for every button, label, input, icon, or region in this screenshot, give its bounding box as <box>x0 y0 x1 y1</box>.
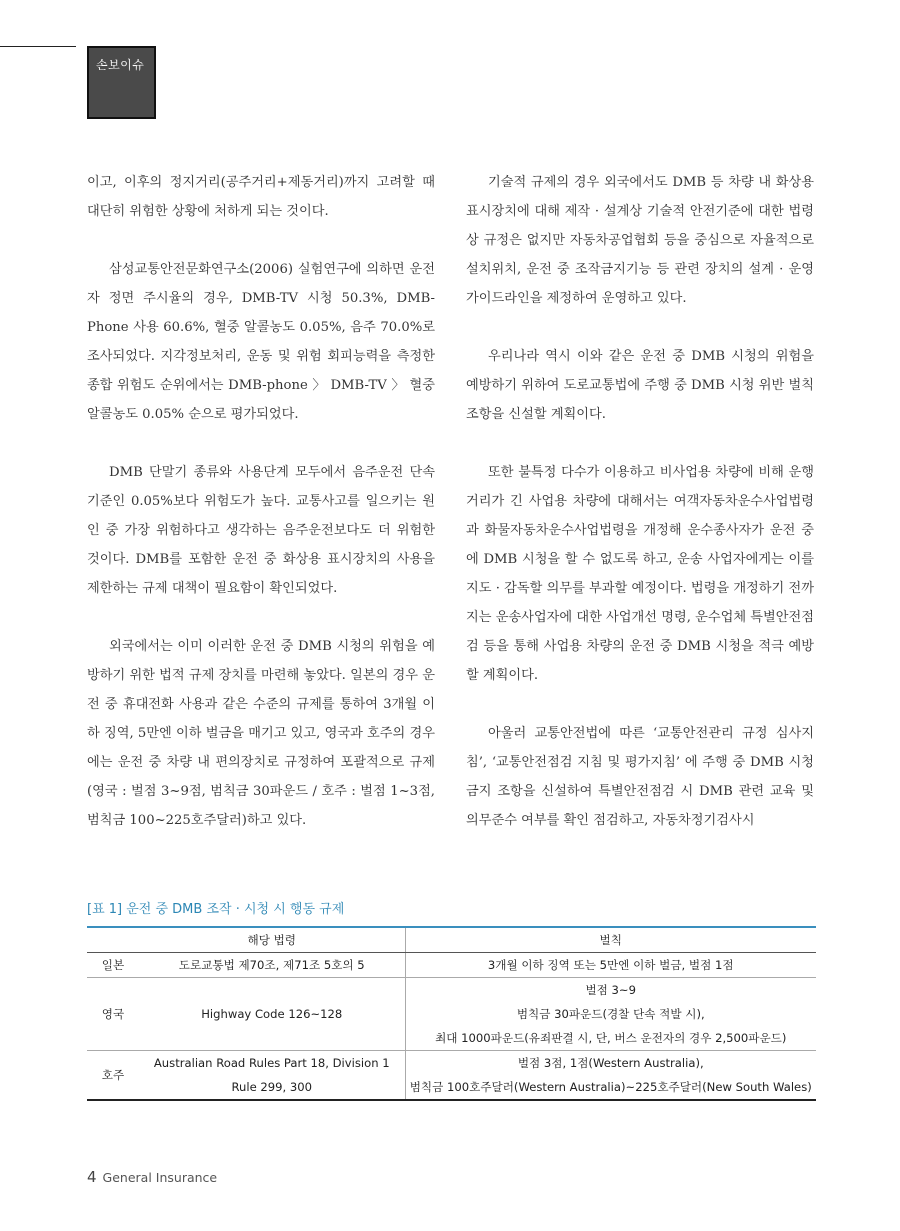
header-rule <box>0 46 76 47</box>
penalty-australia-1: 벌점 3점, 1점(Western Australia), <box>405 1050 816 1075</box>
country-uk: 영국 <box>87 977 139 1050</box>
left-paragraph-2: 삼성교통안전문화연구소(2006) 실험연구에 의하면 운전자 정면 주시율의 경우, DMB-TV 시청 50.3%, DMB-Phone 사용 60.6%, 혈중 알콜농도 0.05%, 음주 70.0%로 조사되었다. 지각정보처리, 운동 및 위험 회피능력을 측정한 종합 위험도 순위에서는 DMB-phone 〉 DMB-TV 〉 혈중 알콜농도 0.05% 순으로 평가되었다. <box>87 262 435 422</box>
left-paragraph-3: DMB 단말기 종류와 사용단계 모두에서 음주운전 단속기준인 0.05%보다 위험도가 높다. 교통사고를 일으키는 원인 중 가장 위험하다고 생각하는 음주운전보다도 더 위험한 것이다. DMB를 포함한 운전 중 화상용 표시장치의 사용을 제한하는 규제 대책이 필요함이 확인되었다. <box>87 465 435 596</box>
right-paragraph-2: 우리나라 역시 이와 같은 운전 중 DMB 시청의 위험을 예방하기 위하여 도로교통법에 주행 중 DMB 시청 위반 벌칙 조항을 신설할 계획이다. <box>466 349 814 422</box>
header-law: 해당 법령 <box>139 927 405 952</box>
law-australia-1: Australian Road Rules Part 18, Division 1 <box>153 1055 390 1070</box>
dmb-regulation-table <box>87 926 816 1101</box>
penalty-australia-2: 범칙금 100호주달러(Western Australia)~225호주달러(New South Wales) <box>405 1075 816 1100</box>
table-row-uk-1 <box>87 977 816 1002</box>
country-australia: 호주 <box>87 1050 139 1100</box>
penalty-japan: 3개월 이하 징역 또는 5만엔 이하 벌금, 벌점 1점 <box>405 952 816 977</box>
law-japan: 도로교통법 제70조, 제71조 5호의 5 <box>139 952 405 977</box>
table-row-australia-2 <box>87 1075 816 1100</box>
page-number: 4 <box>87 1168 97 1186</box>
right-paragraph-1: 기술적 규제의 경우 외국에서도 DMB 등 차량 내 화상용 표시장치에 대해 제작 · 설계상 기술적 안전기준에 대한 법령상 규정은 없지만 자동차공업협회 등을 중심으로 자율적으로 설치위치, 운전 중 조작금지기능 등 관련 장치의 설계 · 운영 가이드라인을 제정하여 운영하고 있다. <box>466 175 814 306</box>
right-column <box>466 168 814 864</box>
table-header-row <box>87 927 816 952</box>
header-penalty: 벌칙 <box>405 927 816 952</box>
header-country <box>87 927 139 952</box>
law-australia-2: Rule 299, 300 <box>139 1075 405 1100</box>
page-footer <box>87 1168 217 1186</box>
penalty-uk-1: 벌점 3~9 <box>405 977 816 1002</box>
left-paragraph-4: 외국에서는 이미 이러한 운전 중 DMB 시청의 위험을 예방하기 위한 법적 규제 장치를 마련해 놓았다. 일본의 경우 운전 중 휴대전화 사용과 같은 수준의 규제를 통하여 3개월 이하 징역, 5만엔 이하 벌금을 매기고 있고, 영국과 호주의 경우에는 운전 중 차량 내 편의장치로 규정하여 포괄적으로 규제(영국 : 벌점 3~9점, 범칙금 30파운드 / 호주 : 벌점 1~3점, 범칙금 100~225호주달러)하고 있다. <box>87 639 435 828</box>
table-row-australia-1 <box>87 1050 816 1075</box>
left-column <box>87 168 435 864</box>
table-caption: [표 1] 운전 중 DMB 조작 · 시청 시 행동 규제 <box>87 902 345 917</box>
penalty-uk-3: 최대 1000파운드(유죄판결 시, 단, 버스 운전자의 경우 2,500파운드) <box>405 1026 816 1051</box>
country-japan: 일본 <box>87 952 139 977</box>
penalty-uk-2: 범칙금 30파운드(경찰 단속 적발 시), <box>405 1002 816 1026</box>
publication-name: General Insurance <box>102 1170 218 1185</box>
section-tag-box <box>87 46 156 119</box>
section-tag: 손보이슈 <box>96 58 145 72</box>
table-row-japan <box>87 952 816 977</box>
law-uk: Highway Code 126~128 <box>139 977 405 1050</box>
right-paragraph-4: 아울러 교통안전법에 따른 ‘교통안전관리 규정 심사지침’, ‘교통안전점검 지침 및 평가지침’ 에 주행 중 DMB 시청금지 조항을 신설하여 특별안전점검 시 DMB 관련 교육 및 의무준수 여부를 확인 점검하고, 자동차정기검사시 <box>466 726 814 828</box>
left-paragraph-1: 이고, 이후의 정지거리(공주거리+제동거리)까지 고려할 때 대단히 위험한 상황에 처하게 되는 것이다. <box>87 175 435 219</box>
right-paragraph-3: 또한 불특정 다수가 이용하고 비사업용 차량에 비해 운행거리가 긴 사업용 차량에 대해서는 여객자동차운수사업법령과 화물자동차운수사업법령을 개정해 운수종사자가 운전 중에 DMB 시청을 할 수 없도록 하고, 운송 사업자에게는 이를 지도 · 감독할 의무를 부과할 예정이다. 법령을 개정하기 전까지는 운송사업자에 대한 사업개선 명령, 운수업체 특별안전점검 등을 통해 사업용 차량의 운전 중 DMB 시청을 적극 예방할 계획이다. <box>466 465 814 683</box>
